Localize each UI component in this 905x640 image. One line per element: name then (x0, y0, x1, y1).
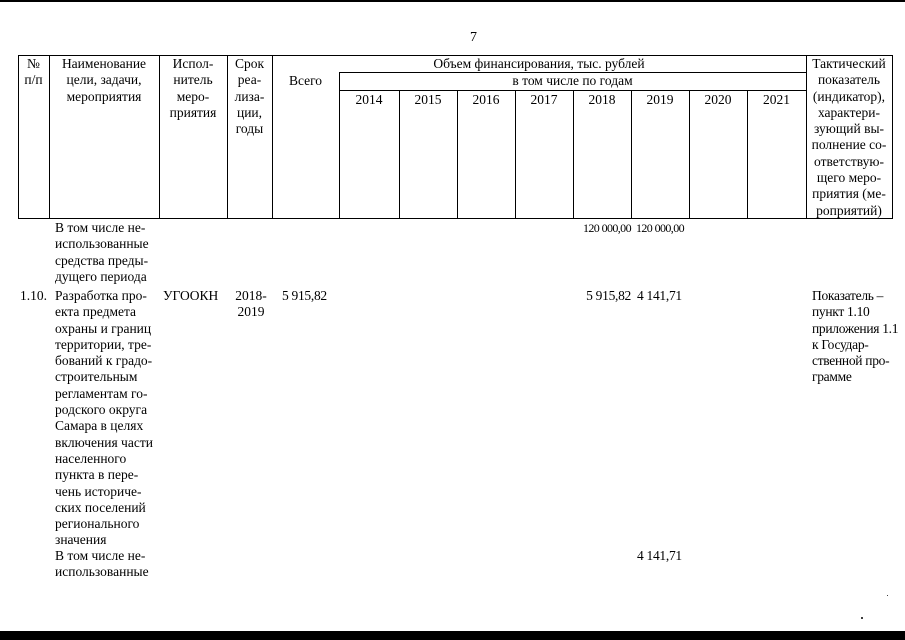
header-indicator-col: Тактический показатель (индикатор), характери- зующий вы- полнение со- ответствую- щего меро- приятия (ме- роприятий) (811, 56, 887, 218)
header-year: 2021 (763, 92, 790, 107)
header-total-col: Всего (288, 73, 323, 88)
row-name: Разработка про- екта предмета охраны и границ территории, тре- бований к градо- строительным регламентам го- родского округа Самара в целях включения части населенного пункта в пере- чень историче- ских поселений регионального значения (55, 288, 153, 548)
bottom-scan-bar (0, 631, 905, 640)
header-year: 2018 (588, 92, 616, 107)
header-executor-col: Испол- нитель меро- приятия (169, 56, 217, 120)
header-year: 2016 (472, 92, 500, 107)
scan-speck (861, 617, 863, 619)
row-term: 2018- 2019 (235, 288, 267, 320)
row-value-2018: 120 000,00 (582, 221, 631, 235)
scan-speck (887, 595, 888, 596)
header-funding-title: Объем финансирования, тыс. рублей (433, 56, 645, 71)
top-border-line (0, 0, 905, 2)
row-number: 1.10. (20, 288, 47, 303)
header-year: 2014 (355, 92, 383, 107)
header-year: 2019 (646, 92, 674, 107)
row-value-2019: 120 000,00 (636, 221, 685, 235)
header-num-col: № п/п (24, 56, 43, 88)
header-term-col: Срок реа- лиза- ции, годы (234, 56, 265, 137)
row-value-2018: 5 915,82 (586, 288, 631, 303)
row-name: В том числе не- использованные (55, 548, 149, 580)
header-year: 2015 (414, 92, 442, 107)
row-name: В том числе не- использованные средства преды- дущего периода (55, 220, 149, 284)
header-name-col: Наименование цели, задачи, мероприятия (61, 56, 147, 104)
header-year: 2020 (704, 92, 732, 107)
row-executor: УГООКН (163, 288, 219, 303)
row-value-2019: 4 141,71 (637, 548, 682, 563)
row-total: 5 915,82 (282, 288, 327, 303)
row-value-2019: 4 141,71 (637, 288, 682, 303)
row-indicator: Показатель – пункт 1.10 приложения 1.1 к Государ- ственной про- грамме (812, 288, 899, 385)
header-by-years-title: в том числе по годам (512, 73, 633, 88)
page-number: 7 (470, 30, 477, 45)
header-year: 2017 (530, 92, 558, 107)
